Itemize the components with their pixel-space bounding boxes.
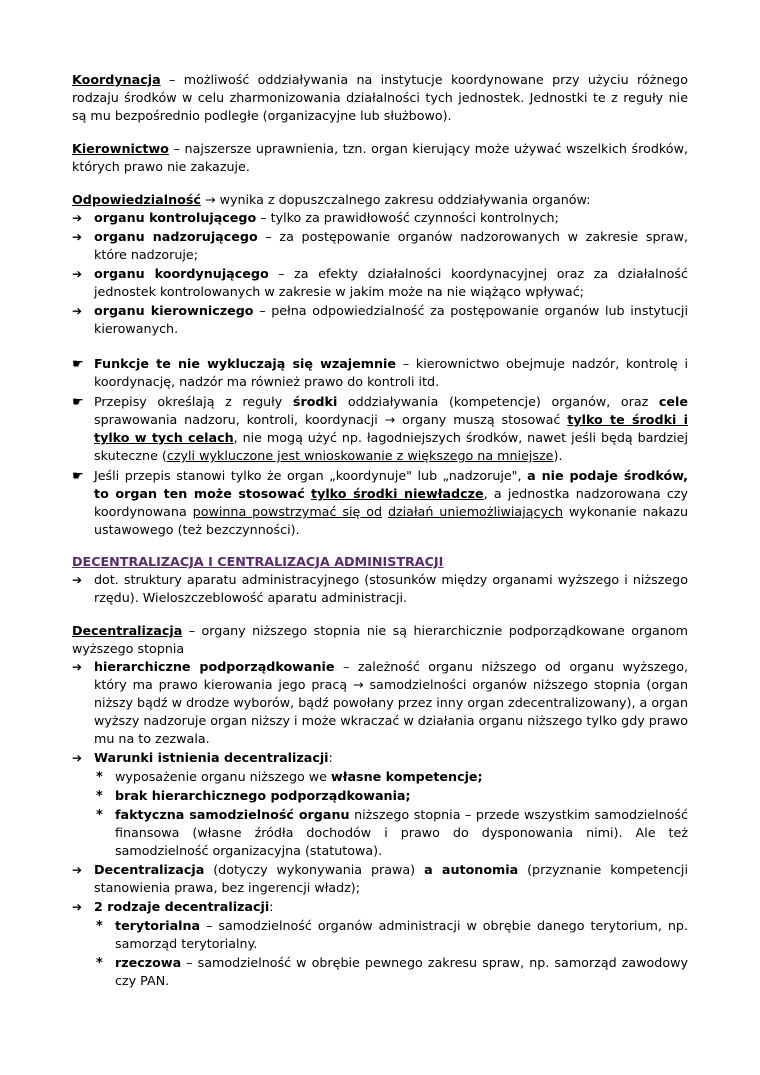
arrow-bullet-icon	[72, 265, 82, 283]
note-underlined: czyli wykluczone jest wnioskowanie z większego na mniejsze	[166, 448, 554, 463]
item-text: (przyznanie kompetencji stanowienia prawa, bez ingerencji władz);	[94, 862, 688, 895]
hand-pointer-icon	[72, 355, 84, 374]
note-bold: Funkcje te nie wykluczają się wzajemnie	[94, 356, 396, 371]
item-term: organu kierowniczego	[94, 303, 254, 318]
decentralizacja-intro-list	[72, 571, 688, 607]
notes-list	[72, 355, 688, 539]
decentralizacja-list	[72, 658, 688, 990]
note-text: wykonanie nakazu ustawowego (też bezczynności).	[94, 504, 688, 537]
asterisk-bullet-icon	[96, 806, 103, 825]
arrow-bullet-icon	[72, 228, 82, 246]
arrow-bullet-icon	[72, 861, 82, 879]
sub-list-item	[94, 806, 688, 860]
item-text: :	[269, 899, 274, 914]
item-term: hierarchiczne podporządkowanie	[94, 659, 335, 674]
arrow-bullet-icon	[72, 658, 82, 676]
item-text: :	[328, 750, 333, 765]
sub-list-item	[94, 917, 688, 953]
section-heading: DECENTRALIZACJA I CENTRALIZACJA ADMINISTRACJI	[72, 554, 444, 569]
note-underlined: działań uniemożliwiających	[387, 504, 564, 519]
item-term: organu nadzorującego	[94, 229, 258, 244]
asterisk-bullet-icon	[96, 954, 103, 973]
list-item	[72, 265, 688, 301]
item-term: organu koordynującego	[94, 266, 269, 281]
list-item	[72, 898, 688, 990]
list-item	[72, 861, 688, 897]
sub-item-bold: brak hierarchicznego podporządkowania;	[115, 788, 411, 803]
note-item	[72, 355, 688, 391]
definition-decentralizacja: – organy niższego stopnia nie są hierarchicznie podporządkowane organom wyższego stopnia	[72, 623, 688, 656]
item-text: – za postępowanie organów nadzorowanych w zakresie spraw, które nadzoruje;	[94, 229, 688, 262]
note-text: , a jednostka nadzorowana czy koordynowana	[94, 486, 688, 519]
paragraph-odpowiedzialnosc	[72, 191, 688, 209]
list-item	[72, 749, 688, 860]
definition-koordynacja: – możliwość oddziaływania na instytucje koordynowane przy użyciu różnego rodzaju środków w celu zharmonizowania działalności tych jednostek. Jednostki te z reguły nie są mu bezpośrednio podległe (organizacyjne lub służbowo).	[72, 72, 688, 123]
sub-list-item	[94, 768, 688, 786]
hand-pointer-icon	[72, 467, 84, 486]
note-text: Przepisy określają z reguły	[94, 394, 283, 409]
item-term: 2 rodzaje decentralizacji	[94, 899, 270, 914]
item-text: – zależność organu niższego od organu wyższego, który ma prawo kierowania jego pracą → samodzielności organów niższego stopnia (organ niższy bądź w drodze wyborów, bądź powołany przez inny organ zdecentralizowany), a organ wyższy nadzoruje organ niższy i może wkraczać w działania organu niższego tylko gdy prawo mu na to zezwala.	[94, 659, 688, 746]
list-item	[72, 209, 688, 227]
list-item	[72, 571, 688, 607]
item-text: (dotyczy wykonywania prawa)	[213, 862, 416, 877]
arrow-bullet-icon	[72, 571, 82, 589]
hand-pointer-icon	[72, 393, 84, 412]
item-text: – za efekty działalności koordynacyjnej oraz za działalność jednostek kontrolowanych w zakresie w jakim może na nie wiążąco wpływać;	[94, 266, 688, 299]
asterisk-bullet-icon	[96, 917, 103, 936]
list-item	[72, 302, 688, 338]
sub-item-text: wyposażenie organu niższego we	[115, 769, 327, 784]
item-term: a autonomia	[424, 862, 519, 877]
note-text: , nie mogą użyć np. łagodniejszych środków, nawet jeśli będą bardziej skuteczne (	[94, 430, 688, 463]
odpowiedzialnosc-list	[72, 209, 688, 338]
arrow-bullet-icon	[72, 898, 82, 916]
sub-item-text: niższego stopnia – przede wszystkim samodzielność finansowa (własne źródła dochodów i prawo do dysponowania nimi). Ale też samodzielność organizacyjna (statutowa).	[115, 807, 688, 858]
sub-item-bold: rzeczowa	[115, 955, 182, 970]
definition-kierownictwo: – najszersze uprawnienia, tzn. organ kierujący może używać wszelkich środków, których prawo nie zakazuje.	[72, 141, 688, 174]
paragraph-kierownictwo	[72, 140, 688, 176]
asterisk-bullet-icon	[96, 768, 103, 787]
item-term: organu kontrolującego	[94, 210, 257, 225]
sub-item-bold: własne kompetencje;	[331, 769, 483, 784]
note-bold: środki	[292, 394, 338, 409]
paragraph-decentralizacja	[72, 622, 688, 658]
arrow-bullet-icon	[72, 302, 82, 320]
sub-item-text: – samodzielność organów administracji w obrębie danego terytorium, np. samorząd terytorialny.	[115, 918, 688, 951]
item-text: – pełna odpowiedzialność za postępowanie organów lub instytucji kierowanych.	[94, 303, 688, 336]
term-odpowiedzialnosc: Odpowiedzialność	[72, 192, 201, 207]
arrow-bullet-icon	[72, 209, 82, 227]
note-item	[72, 393, 688, 465]
item-text: – tylko za prawidłowość czynności kontrolnych;	[260, 210, 559, 225]
item-text: dot. struktury aparatu administracyjnego (stosunków między organami wyższego i niższego rzędu). Wieloszczeblowość aparatu administracji.	[94, 572, 688, 605]
sub-list-item	[94, 954, 688, 990]
term-koordynacja: Koordynacja	[72, 72, 161, 87]
note-bold-underlined: tylko te środki i tylko w tych celach	[94, 412, 688, 445]
note-text: Jeśli przepis stanowi tylko że organ „koordynuje" lub „nadzoruje",	[94, 468, 522, 483]
asterisk-bullet-icon	[96, 787, 103, 806]
note-underlined: powinna powstrzymać się od	[192, 504, 383, 519]
warunki-sublist	[94, 768, 688, 860]
rodzaje-sublist	[94, 917, 688, 990]
note-text: oddziaływania (kompetencje) organów, oraz	[347, 394, 649, 409]
definition-odpowiedzialnosc: → wynika z dopuszczalnego zakresu oddziaływania organów:	[204, 192, 591, 207]
sub-item-bold: faktyczna samodzielność organu	[115, 807, 350, 822]
term-kierownictwo: Kierownictwo	[72, 141, 169, 156]
sub-list-item	[94, 787, 688, 805]
note-bold-underlined: tylko środki niewładcze	[311, 486, 484, 501]
item-term: Warunki istnienia decentralizacji	[94, 750, 329, 765]
list-item	[72, 228, 688, 264]
item-term: Decentralizacja	[94, 862, 205, 877]
note-bold: cele	[658, 394, 688, 409]
list-item	[72, 658, 688, 748]
sub-item-text: – samodzielność w obrębie pewnego zakresu spraw, np. samorząd zawodowy czy PAN.	[115, 955, 688, 988]
note-text: – kierownictwo obejmuje nadzór, kontrolę i koordynację, nadzór ma również prawo do kontroli itd.	[94, 356, 688, 389]
note-item	[72, 467, 688, 539]
term-decentralizacja: Decentralizacja	[72, 623, 183, 638]
note-text: sprawowania nadzoru, kontroli, koordynacji → organy muszą stosować	[94, 412, 561, 427]
paragraph-koordynacja	[72, 71, 688, 125]
note-text: ).	[553, 448, 563, 463]
note-bold: a nie podaje środków, to organ ten może stosować	[94, 468, 688, 501]
arrow-bullet-icon	[72, 749, 82, 767]
sub-item-bold: terytorialna	[115, 918, 201, 933]
